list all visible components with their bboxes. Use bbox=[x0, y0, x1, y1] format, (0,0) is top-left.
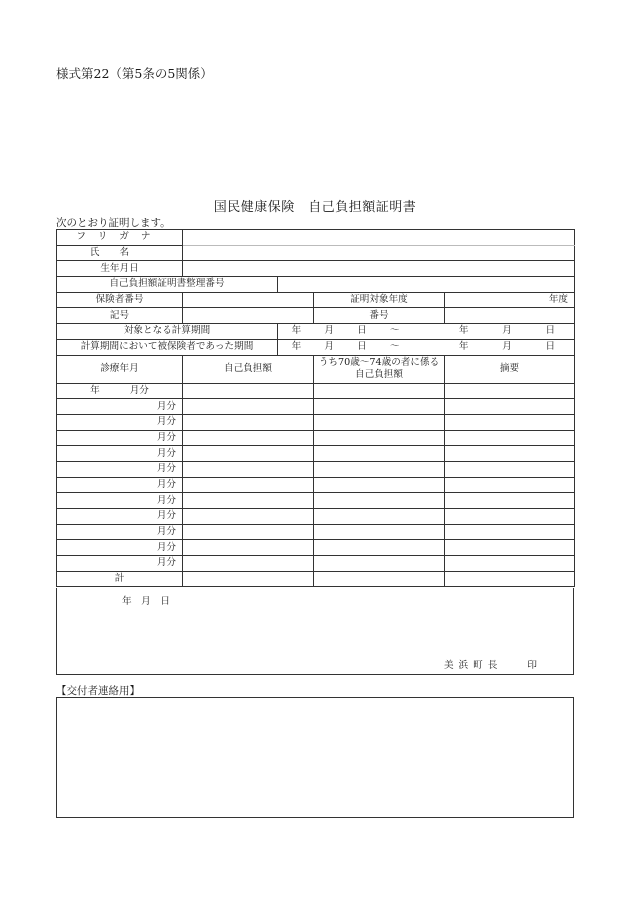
target-year-label: 証明対象年度 bbox=[314, 292, 445, 308]
self-pay-cell[interactable] bbox=[183, 430, 314, 446]
symbol-field[interactable] bbox=[183, 308, 314, 324]
month-cell[interactable] bbox=[57, 509, 183, 525]
calc-period-field[interactable] bbox=[278, 324, 575, 340]
self-pay-cell[interactable] bbox=[183, 556, 314, 572]
furigana-label: フリガナ bbox=[57, 230, 183, 246]
certification-signature bbox=[444, 657, 537, 671]
number-field[interactable] bbox=[445, 308, 575, 324]
age-70-74-cell[interactable] bbox=[314, 446, 445, 462]
remarks-cell[interactable] bbox=[445, 477, 575, 493]
remarks-column-header: 摘要 bbox=[445, 355, 575, 383]
month-cell[interactable] bbox=[57, 493, 183, 509]
month-column-header: 診療年月 bbox=[57, 355, 183, 383]
self-pay-cell[interactable] bbox=[183, 477, 314, 493]
form-number: 様式第22（第5条の5関係） bbox=[56, 66, 213, 81]
month-cell[interactable] bbox=[57, 556, 183, 572]
insured-from-year: 年 bbox=[291, 341, 302, 353]
self-pay-cell[interactable] bbox=[183, 399, 314, 415]
age-70-74-cell[interactable] bbox=[314, 399, 445, 415]
contact-section-label: 【交付者連絡用】 bbox=[56, 685, 140, 697]
month-cell[interactable] bbox=[57, 383, 183, 399]
remarks-cell[interactable] bbox=[445, 556, 575, 572]
insured-to-day: 日 bbox=[545, 341, 556, 353]
name-label: 氏名 bbox=[57, 245, 183, 261]
table-row bbox=[57, 477, 575, 493]
self-pay-cell[interactable] bbox=[183, 493, 314, 509]
age-70-74-cell[interactable] bbox=[314, 477, 445, 493]
year-text: 年 bbox=[90, 384, 100, 396]
certificate-table bbox=[56, 229, 575, 587]
age-70-74-cell[interactable] bbox=[314, 414, 445, 430]
calc-to-day: 日 bbox=[545, 325, 556, 337]
month-cell[interactable] bbox=[57, 461, 183, 477]
month-text: 月分 bbox=[156, 526, 176, 538]
month-text: 月分 bbox=[156, 494, 176, 506]
month-text: 月分 bbox=[129, 384, 149, 396]
month-text: 月分 bbox=[156, 416, 176, 428]
insured-period-label: 計算期間において被保険者であった期間 bbox=[57, 339, 278, 355]
insured-period-field[interactable] bbox=[278, 339, 575, 355]
table-row bbox=[57, 493, 575, 509]
month-cell[interactable] bbox=[57, 414, 183, 430]
target-year-field[interactable] bbox=[445, 292, 575, 308]
month-text: 月分 bbox=[156, 431, 176, 443]
remarks-cell[interactable] bbox=[445, 414, 575, 430]
remarks-cell[interactable] bbox=[445, 461, 575, 477]
month-text: 月分 bbox=[156, 557, 176, 569]
calc-from-month: 月 bbox=[324, 325, 334, 337]
insured-to-month: 月 bbox=[502, 341, 512, 353]
year-suffix: 年度 bbox=[548, 294, 568, 306]
age-70-74-column-header bbox=[314, 355, 445, 383]
self-pay-cell[interactable] bbox=[183, 540, 314, 556]
mayor-title: 美浜町長 bbox=[443, 660, 503, 671]
age-70-74-header-line1: うち70歳～74歳の者に係る bbox=[318, 356, 440, 368]
contact-box[interactable] bbox=[56, 697, 574, 818]
month-text: 月分 bbox=[156, 478, 176, 490]
age-70-74-cell[interactable] bbox=[314, 524, 445, 540]
month-text: 月分 bbox=[156, 400, 176, 412]
month-cell[interactable] bbox=[57, 477, 183, 493]
table-row bbox=[57, 399, 575, 415]
month-text: 月分 bbox=[156, 447, 176, 459]
self-pay-cell[interactable] bbox=[183, 524, 314, 540]
remarks-cell[interactable] bbox=[445, 493, 575, 509]
self-pay-cell[interactable] bbox=[183, 414, 314, 430]
insurer-number-label: 保険者番号 bbox=[57, 292, 183, 308]
month-cell[interactable] bbox=[57, 524, 183, 540]
insured-to-year: 年 bbox=[458, 341, 469, 353]
remarks-cell[interactable] bbox=[445, 540, 575, 556]
furigana-field[interactable] bbox=[183, 230, 575, 246]
table-row bbox=[57, 509, 575, 525]
symbol-label: 記号 bbox=[57, 308, 183, 324]
age-70-74-cell[interactable] bbox=[314, 430, 445, 446]
table-row bbox=[57, 414, 575, 430]
table-row bbox=[57, 556, 575, 572]
age-70-74-cell[interactable] bbox=[314, 556, 445, 572]
self-pay-cell[interactable] bbox=[183, 383, 314, 399]
calc-to-month: 月 bbox=[502, 325, 512, 337]
table-row bbox=[57, 524, 575, 540]
remarks-cell[interactable] bbox=[445, 399, 575, 415]
age-70-74-cell[interactable] bbox=[314, 461, 445, 477]
birth-date-field[interactable] bbox=[183, 261, 575, 277]
remarks-cell[interactable] bbox=[445, 446, 575, 462]
total-self-pay-cell[interactable] bbox=[183, 571, 314, 587]
total-age-70-74-cell[interactable] bbox=[314, 571, 445, 587]
month-cell[interactable] bbox=[57, 399, 183, 415]
certification-date: 年 月 日 bbox=[122, 596, 170, 607]
month-text: 月分 bbox=[156, 541, 176, 553]
month-text: 月分 bbox=[156, 463, 176, 475]
month-text: 月分 bbox=[156, 510, 176, 522]
document-title: 国民健康保険 自己負担額証明書 bbox=[213, 200, 417, 215]
self-pay-column-header: 自己負担額 bbox=[183, 355, 314, 383]
table-row bbox=[57, 540, 575, 556]
table-row bbox=[57, 430, 575, 446]
calc-from-year: 年 bbox=[291, 325, 302, 337]
age-70-74-cell[interactable] bbox=[314, 383, 445, 399]
self-pay-cell[interactable] bbox=[183, 509, 314, 525]
self-pay-cell[interactable] bbox=[183, 446, 314, 462]
table-row bbox=[57, 461, 575, 477]
number-label: 番号 bbox=[314, 308, 445, 324]
age-70-74-cell[interactable] bbox=[314, 493, 445, 509]
calc-tilde: ～ bbox=[389, 325, 400, 337]
birth-date-label: 生年月日 bbox=[57, 261, 183, 277]
calc-period-label: 対象となる計算期間 bbox=[57, 324, 278, 340]
remarks-cell[interactable] bbox=[445, 383, 575, 399]
insurer-number-field[interactable] bbox=[183, 292, 314, 308]
insured-from-day: 日 bbox=[357, 341, 367, 353]
table-row bbox=[57, 383, 575, 399]
remarks-cell[interactable] bbox=[445, 430, 575, 446]
month-cell[interactable] bbox=[57, 540, 183, 556]
name-field[interactable] bbox=[183, 245, 575, 261]
seal-mark: 印 bbox=[527, 660, 537, 671]
month-cell[interactable] bbox=[57, 430, 183, 446]
calc-to-year: 年 bbox=[458, 325, 469, 337]
month-cell[interactable] bbox=[57, 446, 183, 462]
cert-number-field[interactable] bbox=[278, 277, 575, 293]
intro-text: 次のとおり証明します。 bbox=[56, 217, 171, 229]
age-70-74-header-line2: 自己負担額 bbox=[355, 369, 403, 380]
remarks-cell[interactable] bbox=[445, 524, 575, 540]
calc-from-day: 日 bbox=[357, 325, 367, 337]
total-label: 計 bbox=[57, 571, 183, 587]
self-pay-cell[interactable] bbox=[183, 461, 314, 477]
total-row bbox=[57, 571, 575, 587]
remarks-cell[interactable] bbox=[445, 509, 575, 525]
age-70-74-cell[interactable] bbox=[314, 540, 445, 556]
cert-number-label: 自己負担額証明書整理番号 bbox=[57, 277, 278, 293]
insured-tilde: ～ bbox=[389, 341, 400, 353]
insured-from-month: 月 bbox=[324, 341, 334, 353]
total-remarks-cell[interactable] bbox=[445, 571, 575, 587]
certification-box bbox=[56, 588, 574, 675]
table-row bbox=[57, 446, 575, 462]
age-70-74-cell[interactable] bbox=[314, 509, 445, 525]
